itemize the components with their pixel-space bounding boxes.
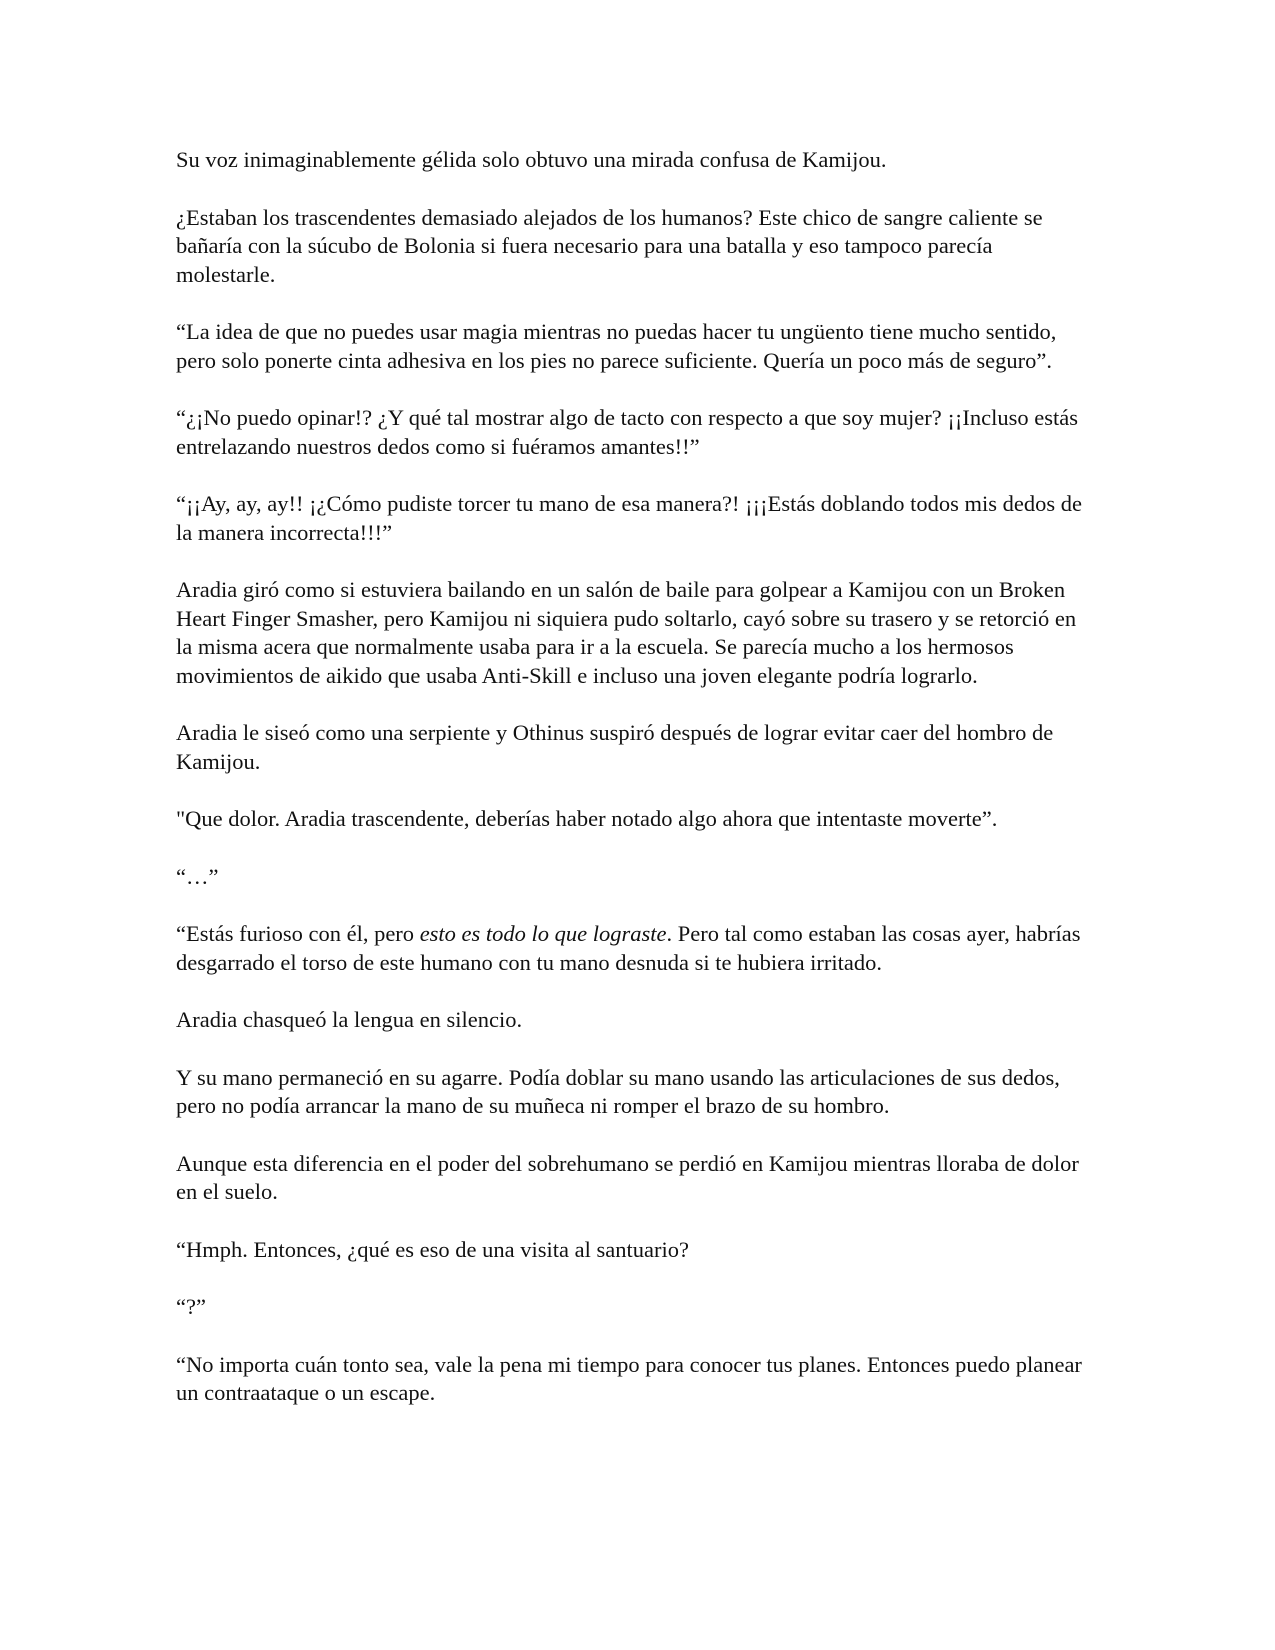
paragraph-13: Aunque esta diferencia en el poder del sobrehumano se perdió en Kamijou mientras lloraba de dolor en el suelo. — [176, 1150, 1079, 1204]
paragraph-12: Y su mano permaneció en su agarre. Podía doblar su mano usando las articulaciones de sus dedos, pero no podía arrancar la mano de su muñeca ni romper el brazo de su hombro. — [176, 1064, 1060, 1118]
italic-phrase: esto es todo lo que lograste — [419, 921, 667, 946]
paragraph-9: “…” — [176, 863, 219, 889]
paragraph-6: Aradia giró como si estuviera bailando en un salón de baile para golpear a Kamijou con un Broken Heart Finger Smasher, pero Kamijou ni siquiera pudo soltarlo, cayó sobre su trasero y se retorció en la misma acera que normalmente usaba para ir a la escuela. Se parecía mucho a los hermosos movimientos de aikido que usaba Anti-Skill e incluso una joven elegante podría lograrlo. — [176, 577, 1077, 688]
paragraph-7: Aradia le siseó como una serpiente y Othinus suspiró después de lograr evitar caer del hombro de Kamijou. — [176, 720, 1054, 774]
paragraph-5: “¡¡Ay, ay, ay!! ¡¿Cómo pudiste torcer tu mano de esa manera?! ¡¡¡Estás doblando todos mis dedos de la manera incorrecta!!!” — [176, 491, 1082, 545]
paragraph-10: “Estás furioso con él, pero esto es todo lo que lograste. Pero tal como estaban las cosas ayer, habrías desgarrado el torso de este humano con tu mano desnuda si te hubiera irritado. — [176, 921, 1081, 975]
paragraph-14: “Hmph. Entonces, ¿qué es eso de una visita al santuario? — [176, 1236, 689, 1262]
paragraph-11: Aradia chasqueó la lengua en silencio. — [176, 1007, 523, 1032]
paragraph-4: “¿¡No puedo opinar!? ¿Y qué tal mostrar algo de tacto con respecto a que soy mujer? ¡¡Incluso estás entrelazando nuestros dedos como si fuéramos amantes!!” — [176, 405, 1078, 459]
paragraph-15: “?” — [176, 1294, 206, 1319]
paragraph-8: "Que dolor. Aradia trascendente, deberías haber notado algo ahora que intentaste moverte”. — [176, 806, 998, 831]
paragraph-1: Su voz inimaginablemente gélida solo obtuvo una mirada confusa de Kamijou. — [176, 147, 887, 172]
paragraph-3: “La idea de que no puedes usar magia mientras no puedas hacer tu ungüento tiene mucho sentido, pero solo ponerte cinta adhesiva en los pies no parece suficiente. Quería un poco más de seguro”. — [176, 319, 1057, 373]
paragraph-16: “No importa cuán tonto sea, vale la pena mi tiempo para conocer tus planes. Entonces puedo planear un contraataque o un escape. — [176, 1351, 1082, 1405]
document-body — [176, 146, 1096, 1437]
paragraph-2: ¿Estaban los trascendentes demasiado alejados de los humanos? Este chico de sangre caliente se bañaría con la súcubo de Bolonia si fuera necesario para una batalla y eso tampoco parecía molestarle. — [176, 204, 1043, 287]
